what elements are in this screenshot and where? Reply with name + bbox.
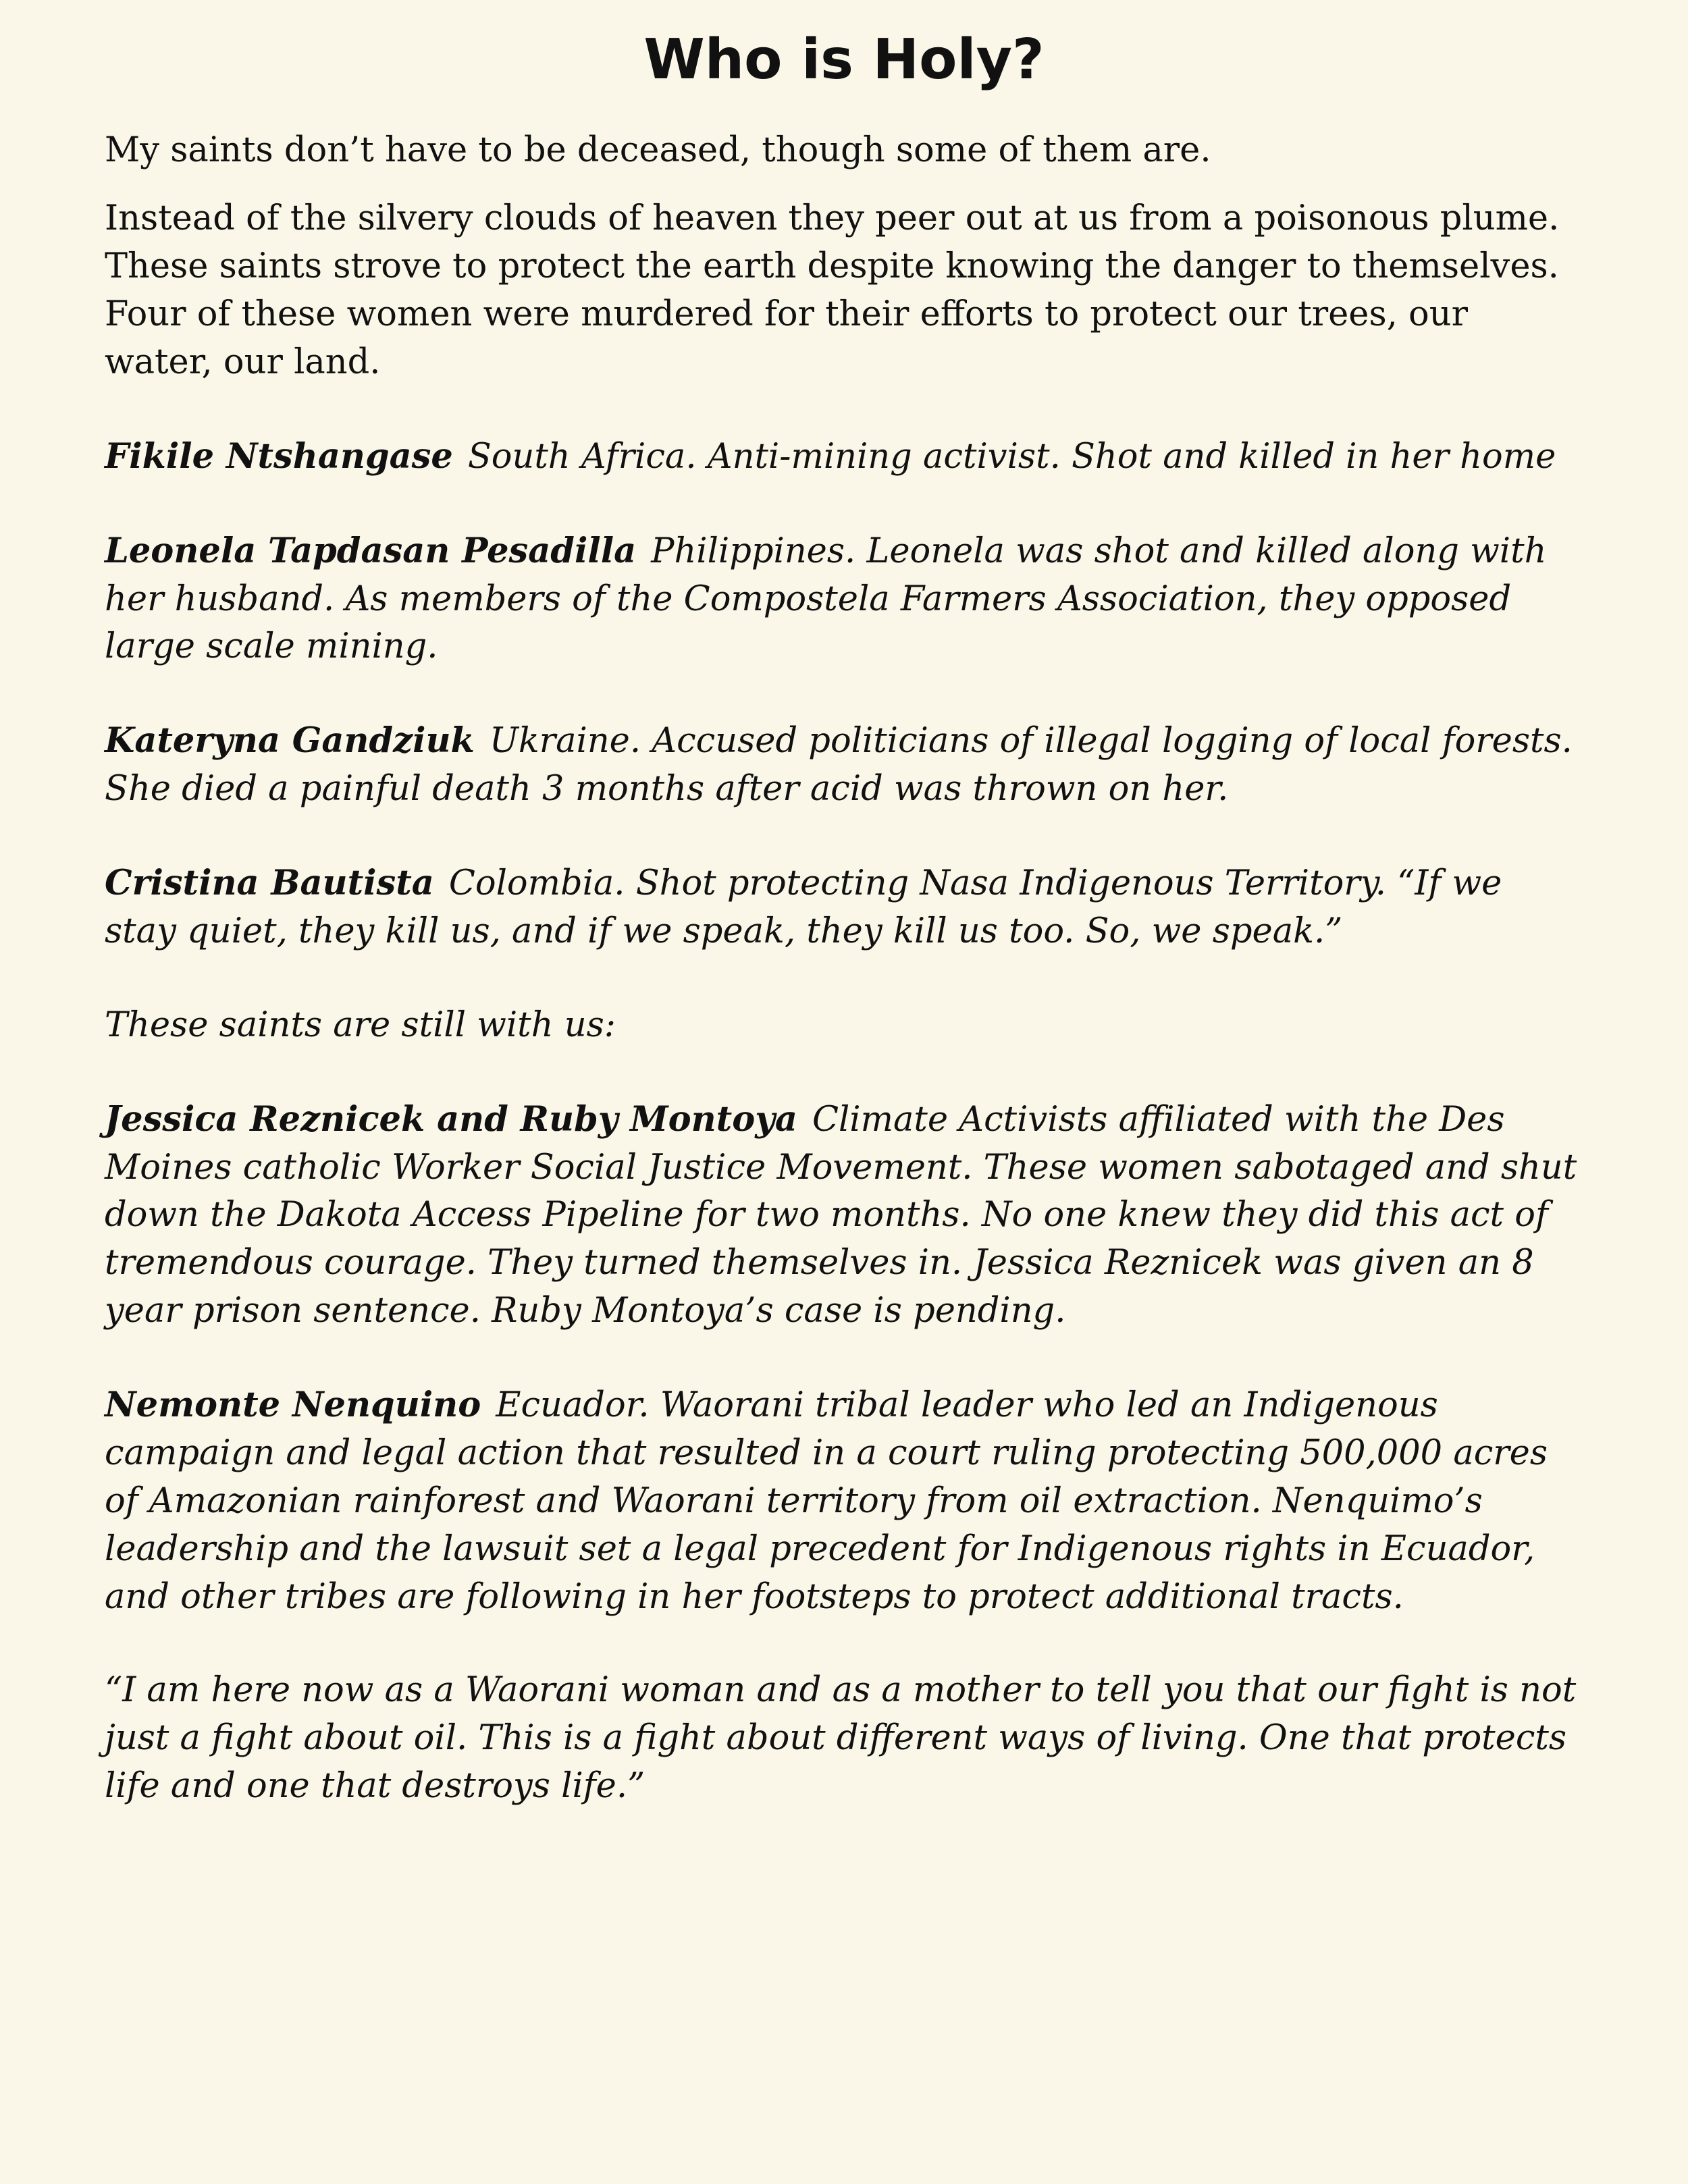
saint-entry-nemonte bbox=[105, 1381, 1583, 1621]
saint-description: South Africa. Anti-mining activist. Shot and killed in her home bbox=[467, 436, 1556, 477]
saint-entry-cristina bbox=[105, 859, 1583, 956]
intro-line-2: Instead of the silvery clouds of heaven they peer out at us from a poisonous plume. bbox=[105, 198, 1560, 239]
saint-name: Fikile Ntshangase bbox=[105, 435, 453, 477]
saint-name-initial: K bbox=[105, 720, 135, 762]
saint-name: Cristina Bautista bbox=[105, 863, 434, 904]
closing-quote: “I am here now as a Waorani woman and as a mother to tell you that our fight is not just a fight about oil. This is a fight about different ways of living. One that protects life and one that destroys life.” bbox=[105, 1670, 1577, 1807]
page-title: Who is Holy? bbox=[643, 28, 1045, 92]
saint-description: Climate Activists affiliated with the Des Moines catholic Worker Social Justice Movement. These women sabotaged and shut down the Dakota Access Pipeline for two months. No one knew they did this act of tremendous courage. They turned themselves in. Jessica Reznicek was given an 8 year prison sentence. Ruby Montoya’s case is pending. bbox=[105, 1099, 1577, 1331]
saint-entry-jessica-ruby bbox=[105, 1096, 1583, 1335]
saint-entry-kateryna bbox=[105, 717, 1583, 814]
saint-name-rest: ateryna Gandziuk bbox=[134, 720, 475, 762]
saint-name: Nemonte Nenquino bbox=[105, 1385, 481, 1426]
saint-name: Leonela Tapdasan Pesadilla bbox=[105, 530, 637, 571]
saint-description: Ukraine. Accused politicians of illegal logging of local forests. She died a painful death 3 months after acid was thrown on her. bbox=[105, 721, 1573, 809]
saint-description: Ecuador. Waorani tribal leader who led an Indigenous campaign and legal action that resulted in a court ruling protecting 500,000 acres of Amazonian rainforest and Waorani territory from oil extraction. Nenquimo’s leadership and the lawsuit set a legal precedent for Indigenous rights in Ecuador, and other tribes are following in her footsteps to protect additional tracts. bbox=[105, 1385, 1548, 1617]
saint-description: Philippines. Leonela was shot and killed along with her husband. As members of the Compostela Farmers Association, they opposed large scale mining. bbox=[105, 531, 1547, 667]
document-page bbox=[105, 0, 1583, 1811]
saint-entry-leonela bbox=[105, 527, 1583, 672]
intro-paragraph-1: My saints don’t have to be deceased, though some of them are. bbox=[105, 130, 1211, 171]
intro-paragraph-2 bbox=[105, 195, 1583, 387]
living-heading: These saints are still with us: bbox=[105, 1005, 616, 1045]
saint-name: Jessica Reznicek and Ruby Montoya bbox=[105, 1098, 797, 1140]
intro-line-3: These saints strove to protect the earth despite knowing the danger to themselves. Four of these women were murdered for their efforts to protect our trees, our water, our land. bbox=[105, 246, 1559, 382]
saint-description: Colombia. Shot protecting Nasa Indigenous Territory. “If we stay quiet, they kill us, and if we speak, they kill us too. So, we speak.” bbox=[105, 863, 1502, 951]
saint-name bbox=[105, 721, 475, 761]
saint-entry-fikile bbox=[105, 433, 1583, 481]
